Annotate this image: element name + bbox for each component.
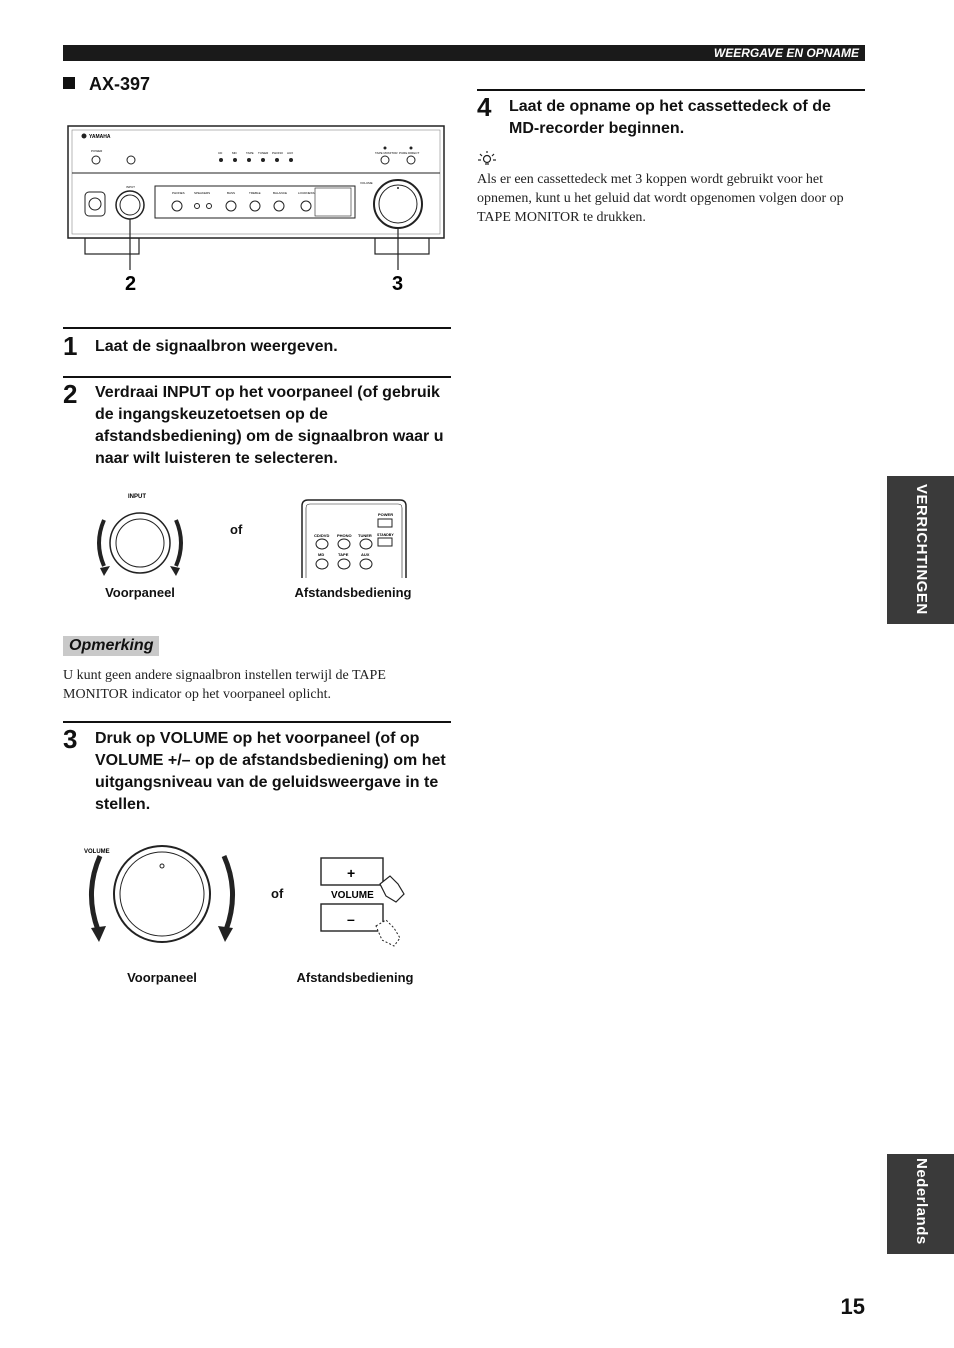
step1-number: 1 [63, 331, 78, 361]
note-label: Opmerking [63, 636, 159, 656]
remote-sensor [127, 156, 135, 164]
step3-text: Druk op VOLUME op het voorpaneel (of op VOLUME +/– op de afstandsbediening) om het uitgangsniveau van de geluidsweergave in te stellen. [95, 730, 446, 813]
input-knob-figure [90, 488, 190, 578]
svg-text:CD/DVD: CD/DVD [314, 533, 330, 538]
front-panel-figure [63, 118, 453, 298]
caption-voorpaneel-1: Voorpaneel [105, 585, 175, 600]
svg-text:CD: CD [218, 151, 223, 155]
volume-right-arrow [224, 856, 233, 930]
svg-text:AUX: AUX [287, 151, 294, 155]
step4-text: Laat de opname op het cassettedeck of de MD-recorder beginnen. [509, 98, 831, 137]
svg-text:TAPE: TAPE [246, 151, 254, 155]
callout-3: 3 [392, 273, 404, 295]
svg-text:MD: MD [232, 151, 237, 155]
step2-number: 2 [63, 379, 78, 409]
rotate-left-arrow [99, 520, 104, 566]
model-heading [63, 74, 150, 95]
tape-monitor-label: TAPE MONITOR [375, 151, 398, 155]
tape-monitor-button [381, 156, 389, 164]
svg-text:+: + [347, 865, 356, 881]
svg-text:TAPE: TAPE [338, 552, 349, 557]
volume-knob-label: VOLUME [360, 181, 373, 185]
remote-figure [300, 498, 408, 578]
callout-2: 2 [125, 273, 137, 295]
remote-aux-button [360, 559, 372, 569]
volume-button-label: VOLUME [331, 890, 374, 901]
step2-rule [63, 376, 451, 378]
or-text-volume: of [271, 886, 284, 901]
remote-tape-button [338, 559, 350, 569]
step3-number: 3 [63, 724, 78, 754]
side-tab-nederlands-label: Nederlands [913, 1158, 930, 1245]
left-foot [85, 238, 139, 254]
side-tab-verrichtingen-label: VERRICHTINGEN [913, 484, 930, 615]
remote-power-button [378, 519, 392, 527]
tip-lightbulb-icon [477, 150, 497, 166]
svg-text:LOUDNESS: LOUDNESS [298, 191, 315, 195]
remote-md-button [316, 559, 328, 569]
remote-standby-label: STANDBY [377, 533, 394, 537]
power-label: POWER [91, 149, 103, 153]
step4-number: 4 [477, 92, 492, 122]
note-text: U kunt geen andere signaalbron instellen terwijl de TAPE MONITOR indicator op het voorpaneel oplicht. [63, 668, 386, 702]
section-title: WEERGAVE EN OPNAME [713, 46, 859, 60]
step2-text: Verdraai INPUT op het voorpaneel (of gebruik de ingangskeuzetoetsen op de afstandsbediening) om de signaalbron waar u naar wilt luisteren te selecteren. [95, 384, 444, 467]
model-title: AX-397 [89, 74, 151, 94]
right-foot [375, 238, 429, 254]
rotate-right-arrow [176, 520, 181, 566]
brand-logo: YAMAHA [89, 134, 111, 140]
svg-text:AUX: AUX [361, 552, 370, 557]
volume-left-arrow [91, 856, 100, 930]
step1-rule [63, 327, 451, 329]
side-tab-nederlands [887, 1154, 954, 1254]
svg-text:–: – [347, 911, 355, 927]
svg-text:TUNER: TUNER [258, 151, 269, 155]
pure-direct-button [407, 156, 415, 164]
pure-direct-label: PURE DIRECT [399, 151, 420, 155]
svg-text:PHONES: PHONES [172, 191, 185, 195]
header-bar [63, 45, 865, 61]
or-text-input: of [230, 522, 243, 537]
svg-text:SPEAKERS: SPEAKERS [194, 191, 211, 195]
step1-text: Laat de signaalbron weergeven. [95, 338, 338, 355]
remote-phono-button [338, 539, 350, 549]
volume-knob-text: VOLUME [84, 849, 110, 855]
pointing-hand-dashed-icon [376, 920, 400, 946]
caption-afstandsbediening-2: Afstandsbediening [296, 970, 414, 985]
remote-standby-button [378, 538, 392, 546]
svg-text:PHONO: PHONO [337, 533, 352, 538]
remote-tuner-button [360, 539, 372, 549]
remote-cd-button [316, 539, 328, 549]
svg-text:PHONO: PHONO [272, 151, 284, 155]
side-tab-verrichtingen [887, 476, 954, 624]
tip-text: Als er een cassettedeck met 3 koppen wordt gebruikt voor het opnemen, kunt u het geluid dat wordt opgenomen volgen door op TAPE MONITOR te drukken. [477, 172, 844, 225]
caption-voorpaneel-2: Voorpaneel [127, 970, 197, 985]
page-number: 15 [840, 1294, 865, 1319]
svg-text:BALANCE: BALANCE [273, 191, 288, 195]
svg-text:MD: MD [318, 552, 325, 557]
step3-rule [63, 721, 451, 723]
step4-rule [477, 89, 865, 91]
power-button [92, 156, 100, 164]
svg-text:TUNER: TUNER [358, 533, 372, 538]
volume-remote-figure [318, 854, 410, 952]
remote-power-label: POWER [378, 512, 394, 517]
square-bullet-icon [63, 77, 75, 89]
caption-afstandsbediening-1: Afstandsbediening [294, 585, 412, 600]
svg-text:BASS: BASS [227, 191, 236, 195]
svg-text:TREBLE: TREBLE [249, 191, 261, 195]
input-knob-label: INPUT [126, 185, 135, 189]
input-knob-text: INPUT [128, 494, 146, 500]
volume-knob-figure [82, 842, 242, 946]
